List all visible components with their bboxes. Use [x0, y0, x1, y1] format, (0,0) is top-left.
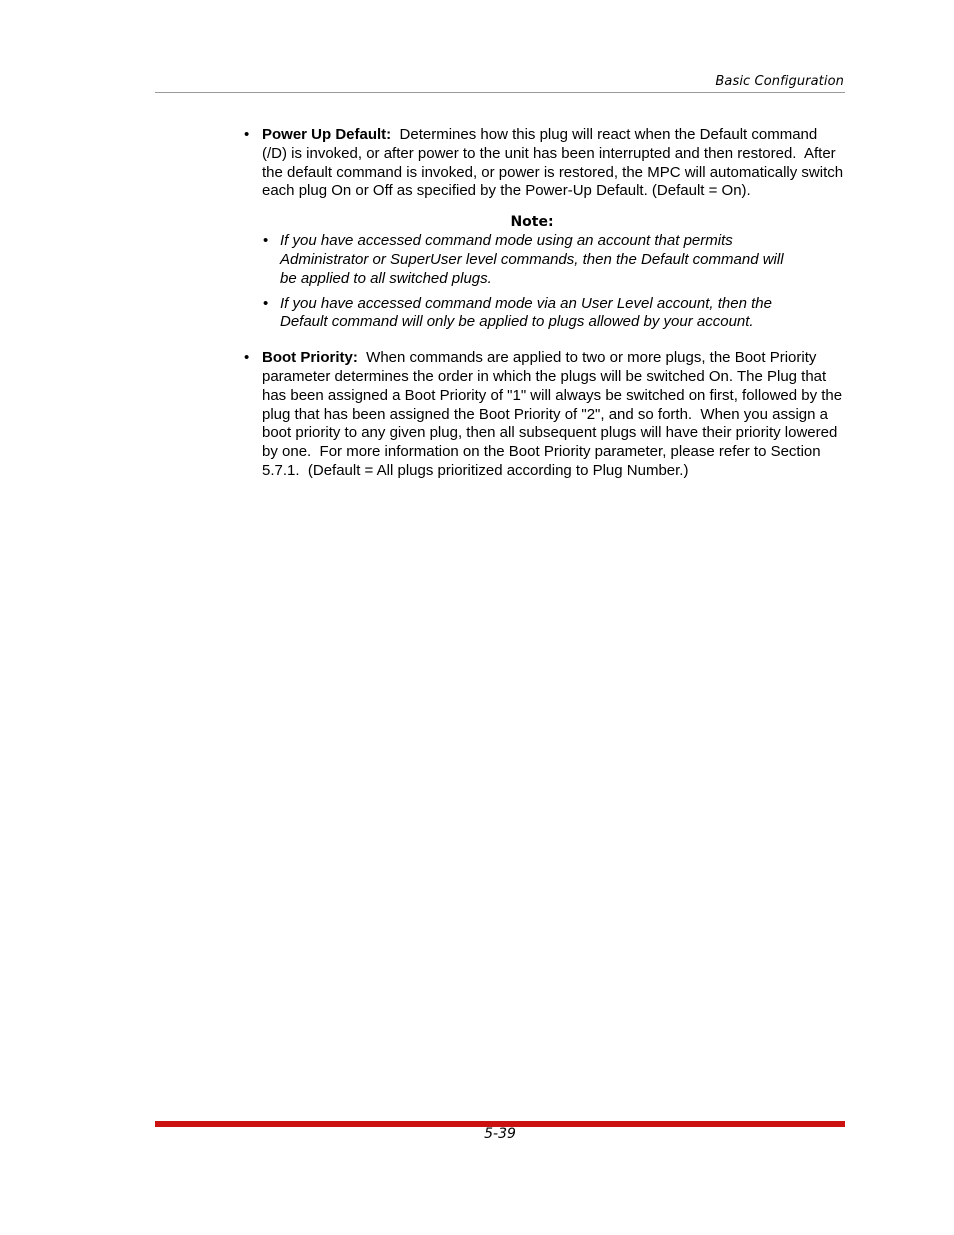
note-item — [262, 295, 802, 333]
header-divider — [155, 92, 845, 93]
note-item — [262, 232, 802, 288]
boot-priority-label: Boot Priority: — [262, 349, 358, 367]
page-number: 5-39 — [484, 1126, 516, 1142]
boot-priority-item — [244, 349, 847, 481]
power-up-default-label: Power Up Default: — [262, 126, 392, 143]
bullet-icon: • — [263, 232, 269, 250]
bullet-icon: • — [263, 294, 269, 312]
page-body — [244, 126, 848, 481]
boot-priority-text: When commands are applied to two or more plugs, the Boot Priority parameter determines the order in which the plugs will be switched On. The Plug that has been assigned a Boot Priority of "1" will always be switched on first, followed by the plug that has been assigned the Boot Priority of "2", and so forth. When you assign a boot priority to any given plug, then all subsequent plugs will have their priority lowered by one. For more information on the Boot Priority parameter, please refer to Section 5.7.1. (Default = All plugs prioritized according to Plug Number.) — [262, 349, 847, 479]
bullet-icon: • — [244, 126, 250, 143]
note-item-text: If you have accessed command mode using an account that permits Administrator or SuperUser level commands, then the Default command will be applied to all switched plugs. — [280, 232, 784, 287]
bullet-icon: • — [244, 349, 250, 367]
power-up-default-item — [244, 126, 848, 201]
note-block — [262, 213, 802, 332]
running-header: Basic Configuration — [715, 74, 844, 89]
power-up-default-text: Determines how this plug will react when the Default command (/D) is invoked, or after power to the unit has been interrupted and then restored. After the default command is invoked, or power is restored, the MPC will automatically switch each plug On or Off as specified by the Power-Up Default. (Default = On). — [262, 126, 848, 200]
note-heading: Note: — [510, 214, 554, 231]
note-item-text: If you have accessed command mode via an User Level account, then the Default command will only be applied to plugs allowed by your account. — [280, 294, 772, 331]
